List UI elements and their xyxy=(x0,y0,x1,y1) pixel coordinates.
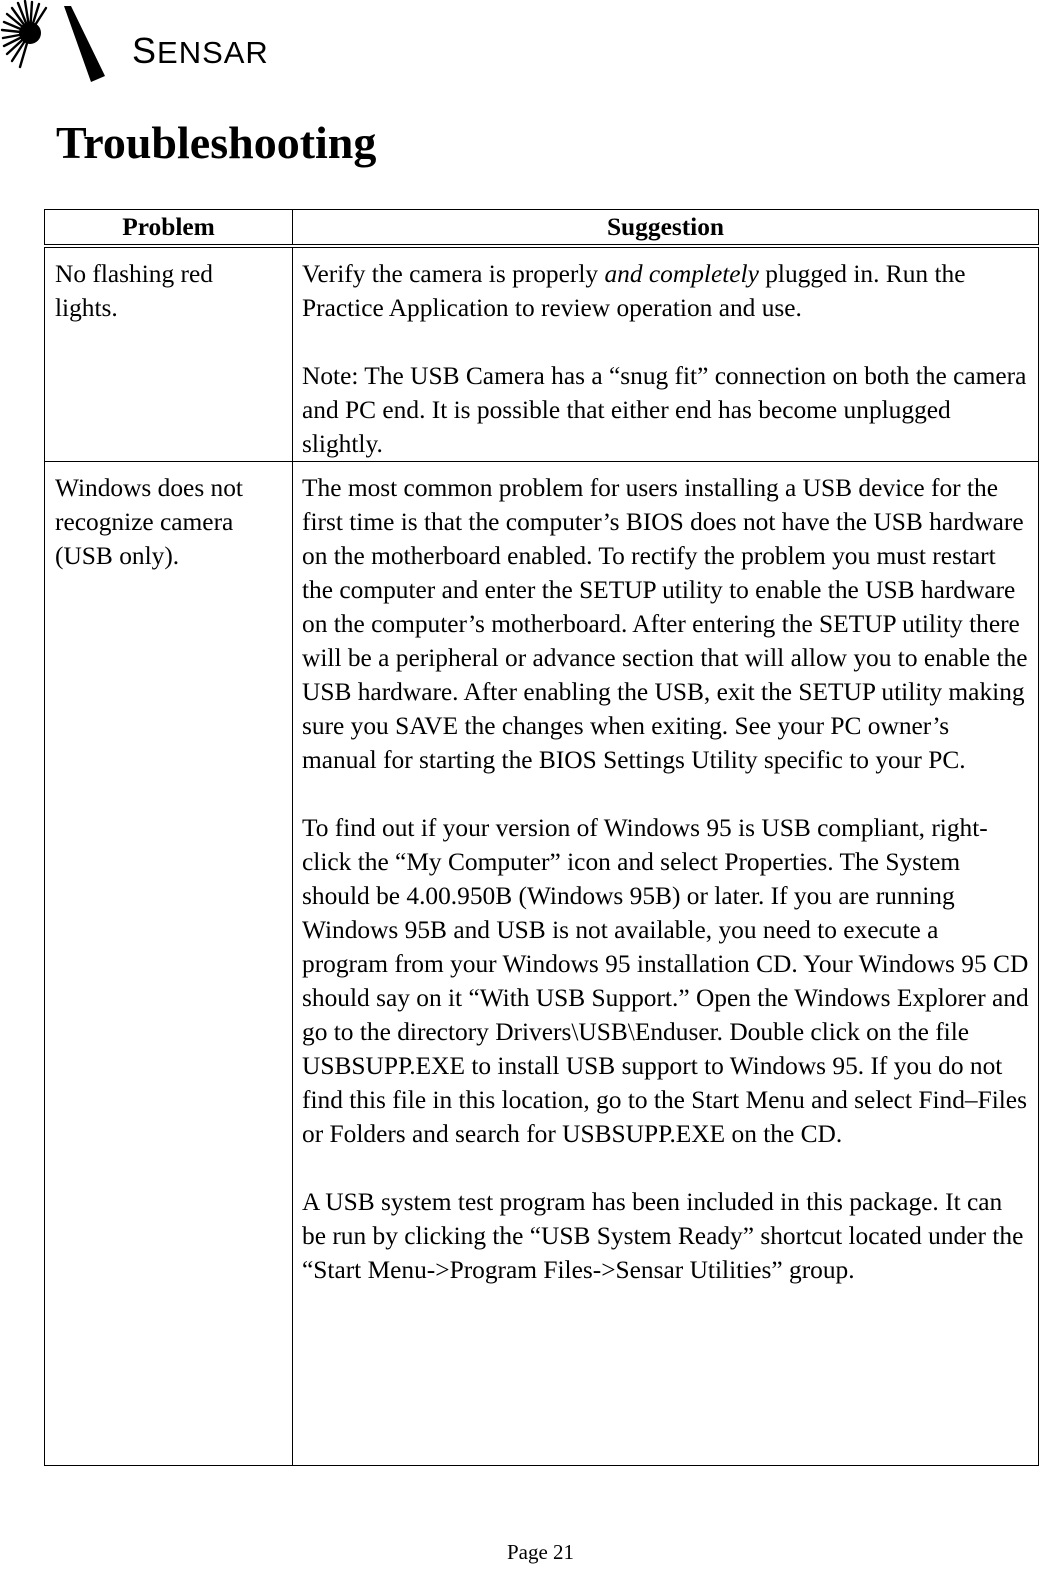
sensar-logo xyxy=(0,0,300,90)
troubleshooting-table xyxy=(44,209,1039,1466)
table-row xyxy=(45,462,1039,1466)
suggestion-paragraph: A USB system test program has been included in this package. It can be run by clicking the “USB System Ready” shortcut located under the “Start Menu->Program Files->Sensar Utilities” group. xyxy=(302,1188,1024,1284)
column-header-problem: Problem xyxy=(45,210,293,247)
column-header-suggestion: Suggestion xyxy=(293,210,1039,247)
brand-name: SENSAR xyxy=(132,30,269,71)
suggestion-paragraph: Verify the camera is properly and completely plugged in. Run the Practice Application to review operation and use. xyxy=(302,260,966,322)
emphasis-text: and completely xyxy=(604,260,759,288)
sensar-starburst-logo-icon xyxy=(0,0,120,90)
table-header-row xyxy=(45,210,1039,247)
suggestion-paragraph: To find out if your version of Windows 95 is USB compliant, right-click the “My Computer” icon and select Properties. The System should be 4.00.950B (Windows 95B) or later. If you are running Windows 95B and USB is not available, you need to execute a program from your Windows 95 installation CD. Your Windows 95 CD should say on it “With USB Support.” Open the Windows Explorer and go to the directory Drivers\USB\Enduser. Double click on the file USBSUPP.EXE to install USB support to Windows 95. If you do not find this file in this location, go to the Start Menu and select Find–Files or Folders and search for USBSUPP.EXE on the CD. xyxy=(302,814,1029,1148)
problem-cell: Windows does not recognize camera (USB only). xyxy=(45,462,293,1466)
suggestion-paragraph: Note: The USB Camera has a “snug fit” connection on both the camera and PC end. It is possible that either end has become unplugged slightly. xyxy=(302,362,1027,458)
problem-cell: No flashing red lights. xyxy=(45,246,293,462)
suggestion-cell xyxy=(293,246,1039,462)
page-number: Page 21 xyxy=(506,1540,575,1564)
page-title: Troubleshooting xyxy=(56,117,377,168)
table-row xyxy=(45,246,1039,462)
suggestion-cell xyxy=(293,462,1039,1466)
suggestion-paragraph: The most common problem for users installing a USB device for the first time is that the computer’s BIOS does not have the USB hardware on the motherboard enabled. To rectify the problem you must restart the computer and enter the SETUP utility to enable the USB hardware on the computer’s motherboard. After entering the SETUP utility there will be a peripheral or advance section that will allow you to enable the USB hardware. After enabling the USB, exit the SETUP utility making sure you SAVE the changes when exiting. See your PC owner’s manual for starting the BIOS Settings Utility specific to your PC. xyxy=(302,474,1028,774)
